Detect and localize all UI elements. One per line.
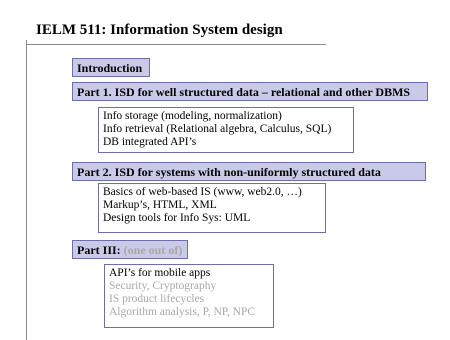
list-item: API’s for mobile apps	[109, 267, 211, 279]
list-item: Info storage (modeling, normalization)	[103, 110, 282, 122]
part2-topics	[98, 183, 326, 233]
part1-header: Part 1. ISD for well structured data – relational and other DBMS	[72, 82, 428, 101]
list-item: IS product lifecycles	[109, 293, 205, 305]
list-item: Markup’s, HTML, XML	[103, 199, 217, 211]
list-item: Security, Cryptography	[109, 280, 217, 292]
list-item: Algorithm analysis, P, NP, NPC	[109, 306, 256, 318]
part2-header: Part 2. ISD for systems with non-uniformly structured data	[72, 162, 426, 181]
part1-topics	[98, 107, 354, 153]
part3-topics	[104, 264, 274, 328]
part3-note: (one out of)	[123, 243, 183, 257]
list-item: DB integrated API’s	[103, 136, 197, 148]
list-item: Info retrieval (Relational algebra, Calculus, SQL)	[103, 123, 332, 135]
part3-header	[72, 240, 188, 259]
list-item: Design tools for Info Sys: UML	[103, 212, 251, 224]
part3-label: Part III:	[77, 243, 121, 257]
left-margin-line	[26, 40, 27, 340]
list-item: Basics of web-based IS (www, web2.0, …)	[103, 186, 302, 198]
title-underline	[26, 44, 326, 45]
slide-title: IELM 511: Information System design	[36, 22, 283, 38]
introduction-header: Introduction	[72, 58, 150, 77]
